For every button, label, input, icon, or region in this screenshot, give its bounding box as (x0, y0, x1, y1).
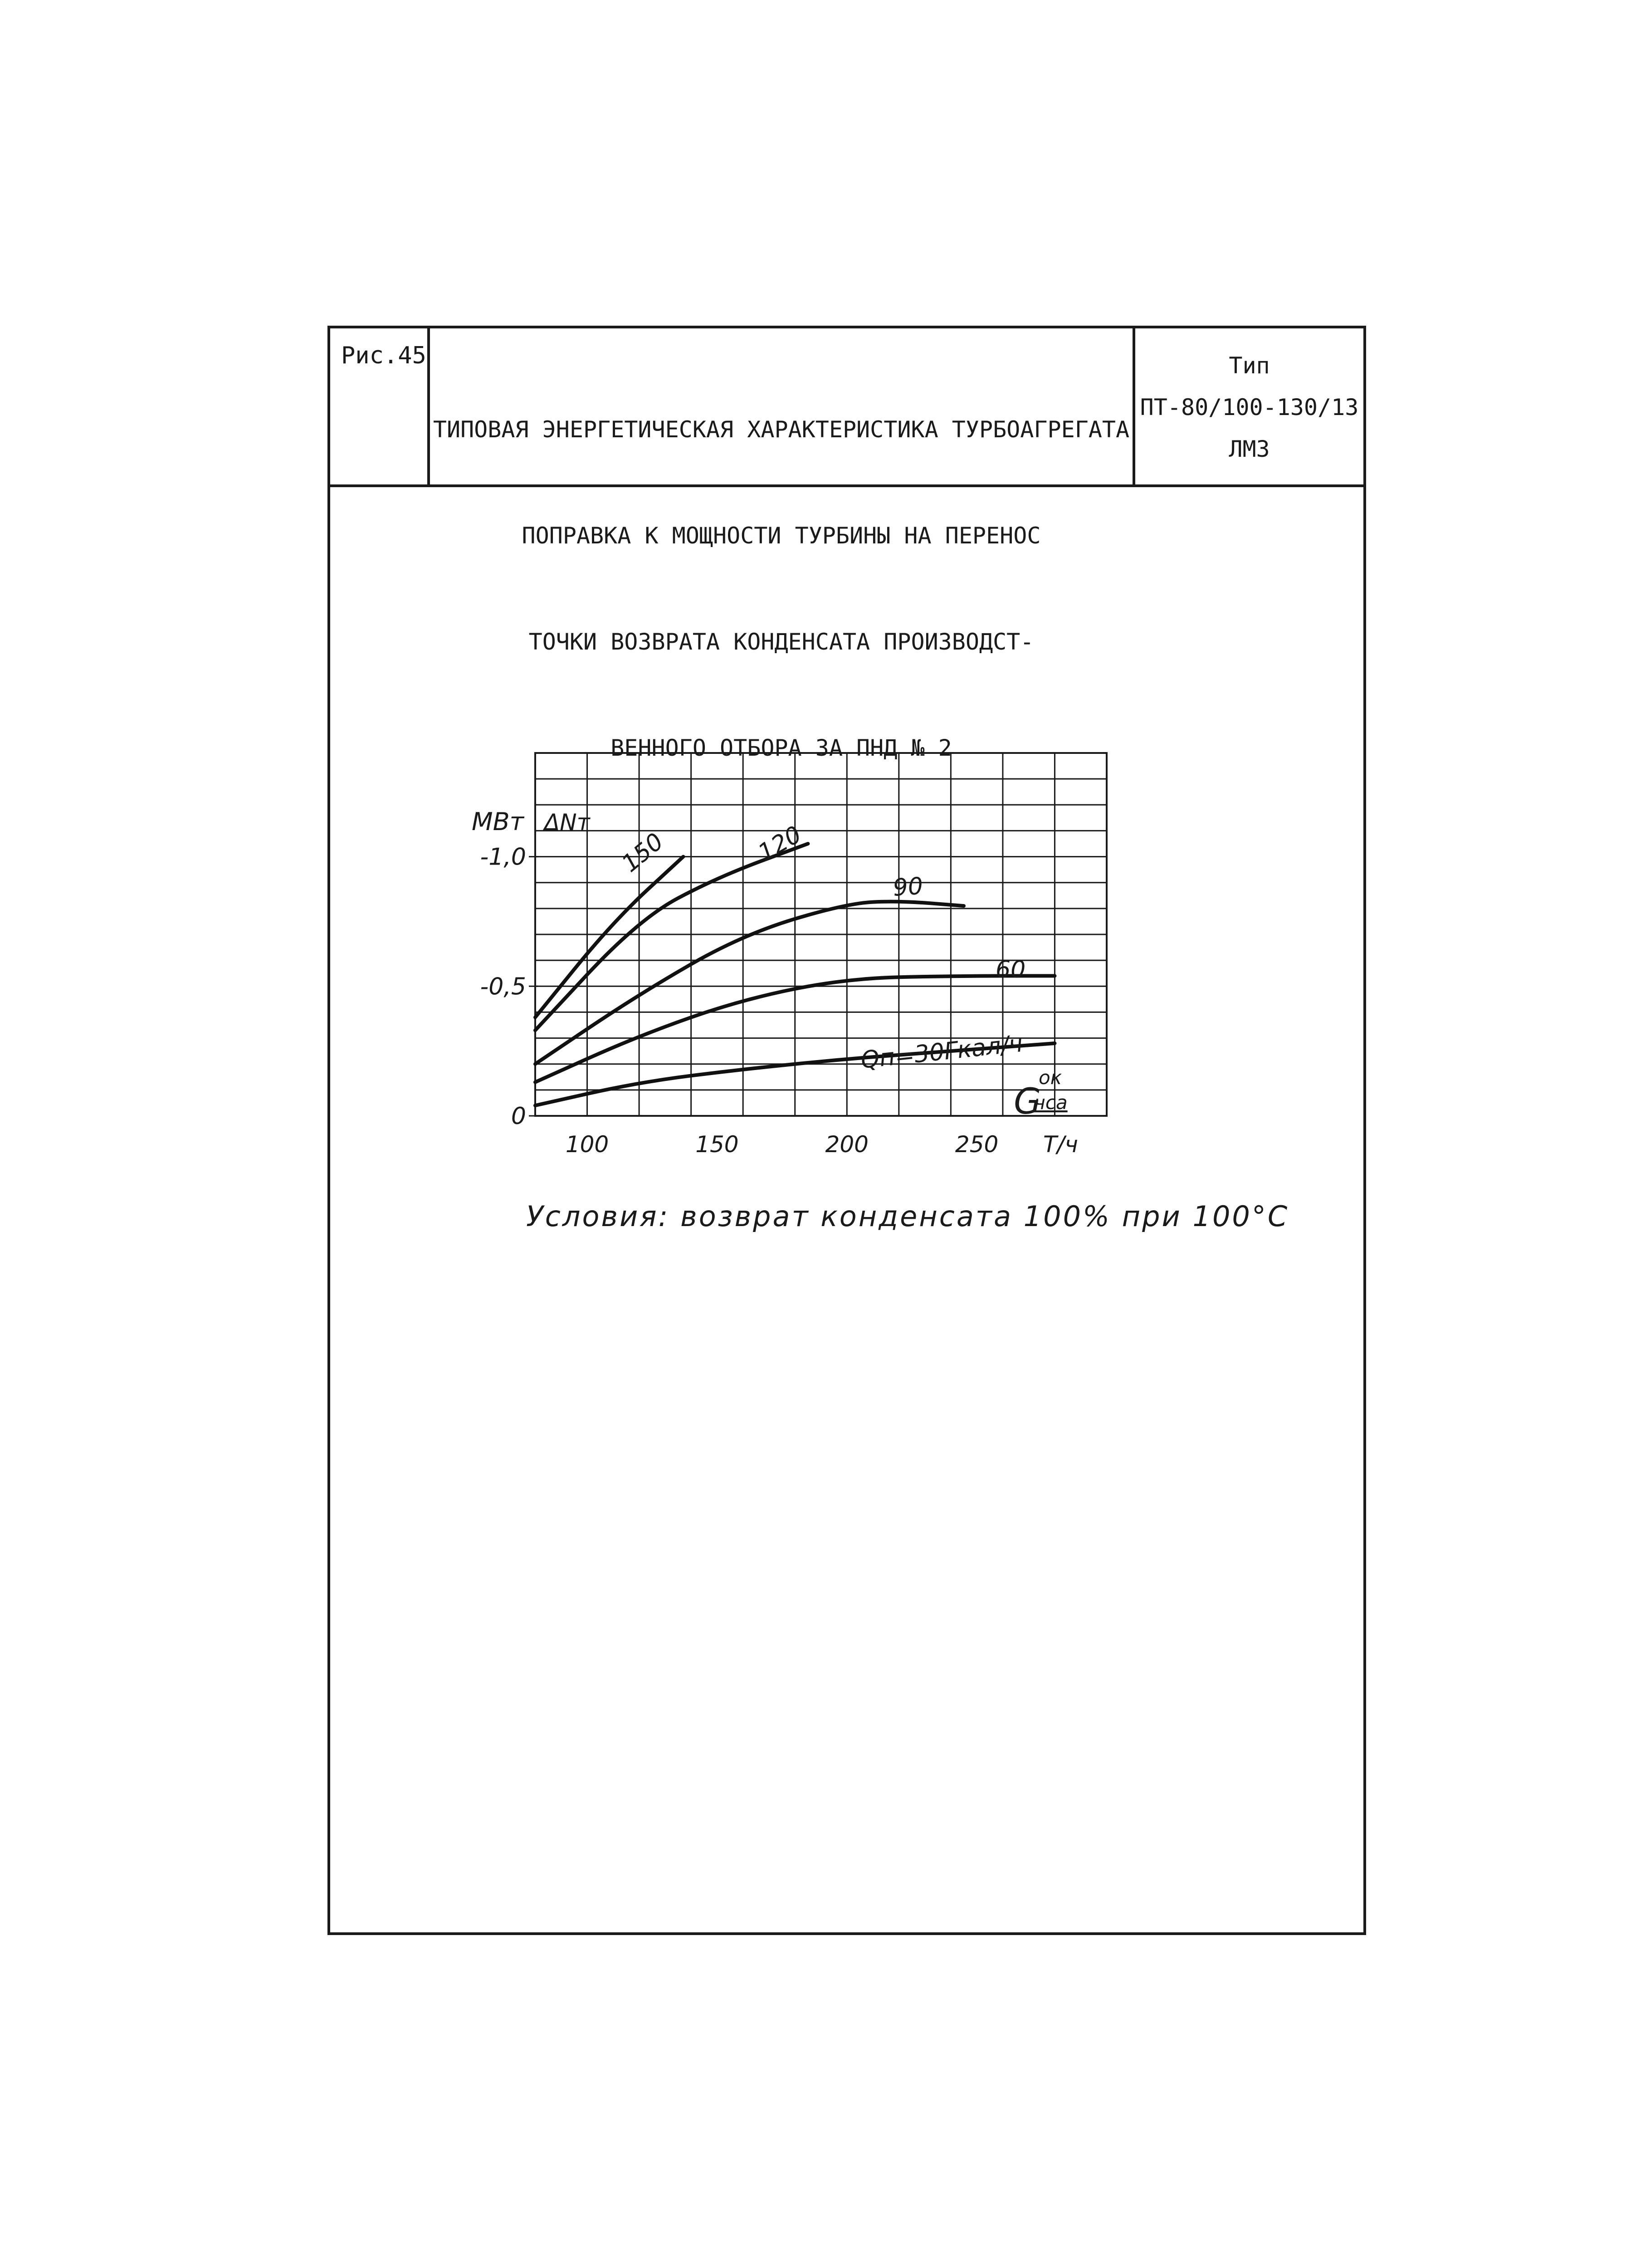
figure-label: Рис.45 (341, 342, 426, 369)
title-line-2: ПОПРАВКА К МОЩНОСТИ ТУРБИНЫ НА ПЕРЕНОС (522, 523, 1041, 549)
title-line-1: ТИПОВАЯ ЭНЕРГЕТИЧЕСКАЯ ХАРАКТЕРИСТИКА ТУРБОАГРЕГАТА (433, 416, 1130, 443)
series-label: 90 (892, 872, 924, 902)
x-tick-label: 150 (695, 1131, 739, 1158)
series-label: 120 (753, 821, 806, 867)
y-tick-label: -1,0 (480, 843, 526, 871)
x-tick-label: 250 (955, 1131, 999, 1158)
y-tick-label: -0,5 (480, 973, 526, 1001)
type-label: Тип (1229, 352, 1270, 379)
curve-series-4 (535, 844, 808, 1030)
x-axis-subscript: чса (1034, 1091, 1068, 1114)
condition-note: Условия: возврат конденсата 100% при 100°С (526, 1200, 1289, 1233)
series-label: 150 (616, 828, 669, 878)
curve-series-5 (535, 857, 683, 1017)
y-axis-symbol: ΔNт (544, 809, 590, 836)
y-axis-unit: МВт (472, 807, 524, 836)
x-axis-unit: Т/ч (1043, 1131, 1078, 1158)
series-label: Qп=30Гкал/ч (859, 1030, 1024, 1074)
turbine-model: ПТ-80/100-130/13 (1140, 394, 1359, 420)
series-label: 60 (996, 956, 1026, 983)
x-tick-label: 200 (825, 1131, 869, 1158)
x-tick-label: 100 (565, 1131, 609, 1158)
x-axis-symbol: G (1014, 1081, 1041, 1122)
title-line-3: ТОЧКИ ВОЗВРАТА КОНДЕНСАТА ПРОИЗВОДСТ- (528, 629, 1034, 655)
title-line-4: ВЕННОГО ОТБОРА ЗА ПНД № 2 (610, 735, 952, 761)
x-axis-superscript: ок (1039, 1066, 1062, 1089)
manufacturer: ЛМЗ (1229, 436, 1270, 462)
y-tick-label: 0 (511, 1103, 526, 1130)
